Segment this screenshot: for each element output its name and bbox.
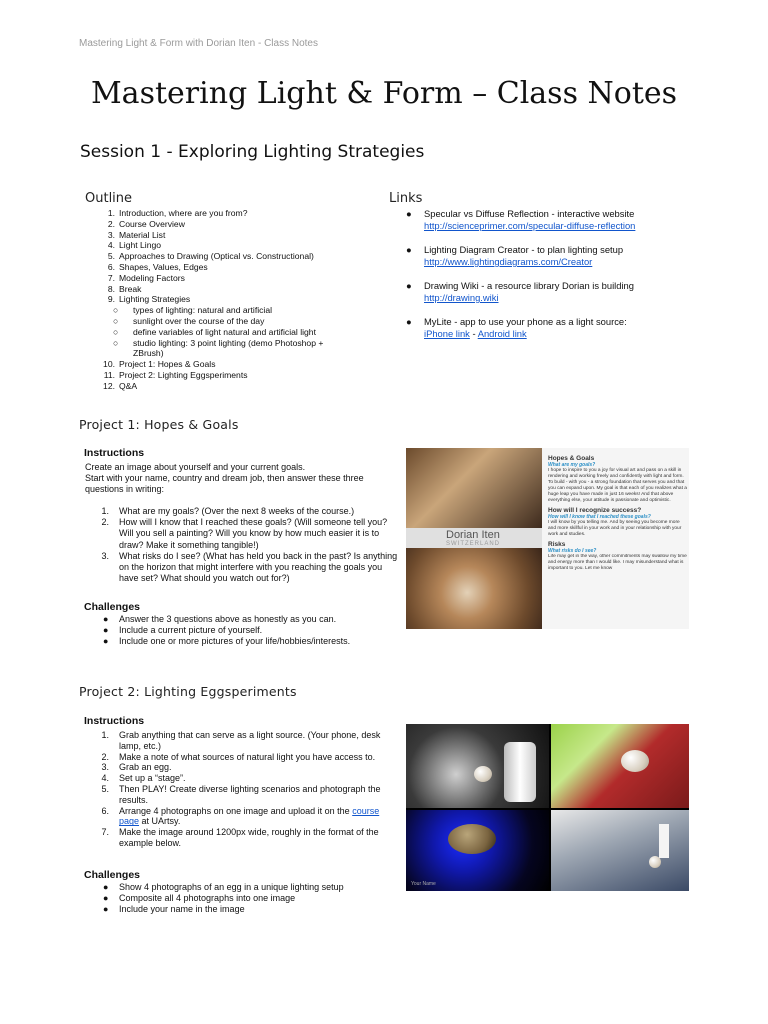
list-item: ● Lighting Diagram Creator - to plan lighting setup http://www.lightingdiagrams.com/Creator <box>406 244 624 267</box>
artist-photo <box>406 448 542 528</box>
list-item: 5. Approaches to Drawing (Optical vs. Constructional) <box>107 251 314 262</box>
list-item: 11. Project 2: Lighting Eggsperiments <box>103 369 248 380</box>
header-note: Mastering Light & Form with Dorian Iten - Class Notes <box>79 38 318 49</box>
session-title: Session 1 - Exploring Lighting Strategies <box>80 142 425 162</box>
egg-photo-1 <box>406 724 549 808</box>
list-item: ● Include one or more pictures of your life/hobbies/interests. <box>103 636 351 647</box>
list-item: 7. Make the image around 1200px wide, roughly in the format of the example below. <box>101 827 379 848</box>
list-item: ● Show 4 photographs of an egg in a unique lighting setup <box>103 882 344 892</box>
egg-photo-4 <box>551 810 689 891</box>
list-item: 3. Grab an egg. <box>101 762 172 773</box>
project1-challenges-heading: Challenges <box>84 601 141 613</box>
project1-challenges <box>85 614 405 648</box>
list-item: 7. Modeling Factors <box>107 272 185 283</box>
project1-heading: Project 1: Hopes & Goals <box>79 417 239 432</box>
list-item: ● Specular vs Diffuse Reflection - interactive website http://scienceprimer.com/specular-diffuse-reflection <box>406 208 636 231</box>
list-item: 8. Break <box>107 283 142 294</box>
list-item: 4. Light Lingo <box>107 240 162 251</box>
links-list <box>406 208 706 352</box>
links-heading: Links <box>389 191 423 206</box>
list-item: 10. Project 1: Hopes & Goals <box>103 359 216 370</box>
list-item: 5. Then PLAY! Create diverse lighting scenarios and photograph the results. <box>101 783 381 805</box>
lightingdiagrams-link[interactable]: http://www.lightingdiagrams.com/Creator <box>424 256 593 267</box>
project2-example-image <box>406 724 689 891</box>
list-item: 12. Q&A <box>103 380 138 391</box>
project2-instructions-heading: Instructions <box>84 715 145 727</box>
sub-list-item: ○ sunlight over the course of the day <box>113 315 265 326</box>
example-country: SWITZERLAND <box>446 541 501 547</box>
project1-example-image <box>406 448 689 629</box>
list-item: 1. Introduction, where are you from? <box>107 208 248 218</box>
list-item: ● Composite all 4 photographs into one image <box>103 893 296 904</box>
project2-challenges-heading: Challenges <box>84 869 141 881</box>
list-item: 2. Course Overview <box>107 218 185 229</box>
project2-steps <box>85 730 400 849</box>
sub-list-item: ○ define variables of light natural and artificial light <box>113 326 316 337</box>
list-item: 2. Make a note of what sources of natural light you have access to. <box>101 751 376 762</box>
egg-photo-2 <box>551 724 689 808</box>
outline-list <box>101 208 386 392</box>
list-item: ● MyLite - app to use your phone as a light source: iPhone link - Android link <box>406 316 627 339</box>
list-item: 3. What risks do I see? (What has held you back in the past? Is anything on the horizon that might interfere with you reaching the goals you have set? What should you watch out for?) <box>101 550 398 584</box>
list-item: 6. Arrange 4 photographs on one image and upload it on the course page at UArtsy. <box>101 805 380 827</box>
page-title: Mastering Light & Form – Class Notes <box>90 76 678 111</box>
list-item: 6. Shapes, Values, Edges <box>107 261 208 272</box>
food-photo <box>406 548 542 629</box>
project1-instructions-heading: Instructions <box>84 447 145 459</box>
android-link[interactable]: Android link <box>477 328 527 339</box>
list-item: ● Answer the 3 questions above as honestly as you can. <box>103 614 337 624</box>
list-item: ● Drawing Wiki - a resource library Dorian is building http://drawing.wiki <box>406 280 634 303</box>
image-caption: Your Name <box>411 881 436 887</box>
drawing-wiki-link[interactable]: http://drawing.wiki <box>424 292 499 303</box>
sub-list-item: ○ studio lighting: 3 point lighting (demo Photoshop + ZBrush) <box>113 337 324 359</box>
list-item: ● Include a current picture of yourself. <box>103 625 263 636</box>
project2-challenges <box>85 882 405 916</box>
list-item: 2. How will I know that I reached these goals? (Will someone tell you? Will you sell a painting? Will you know by how much easier it is to draw? Make it something tangible!) <box>101 517 388 550</box>
list-item: 1. What are my goals? (Over the next 8 weeks of the course.) <box>101 506 355 516</box>
sub-list-item: ○ types of lighting: natural and artificial <box>113 305 273 316</box>
list-item: 3. Material List <box>107 229 166 240</box>
list-item: 1. Grab anything that can serve as a light source. (Your phone, desk lamp, etc.) <box>101 730 381 751</box>
list-item: 4. Set up a “stage”. <box>101 773 186 784</box>
project1-steps <box>85 506 400 584</box>
project1-intro: Create an image about yourself and your current goals. Start with your name, country and dream job, then answer these three questions in writing: <box>85 462 364 495</box>
list-item: ● Include your name in the image <box>103 904 245 915</box>
course-page-link[interactable]: course page <box>119 805 380 827</box>
iphone-link[interactable]: iPhone link <box>424 328 470 339</box>
project2-heading: Project 2: Lighting Eggsperiments <box>79 684 297 699</box>
list-item: 9. Lighting Strategies <box>107 294 191 305</box>
example-text-pane: Hopes & Goals What are my goals? I hope to inspire to you a joy for visual art and pass on a skill in rendering and working freely and confidently with light and form. To build - with you - a strong foundation that serves you and that you can expand upon. My goal is that each of you realizes what a huge leap you have made in just 16 weeks! And that above everything else, your attitude is passionate and optimistic. How will I recognize success? How will I know that I reached these goals? I will know by you telling me. And by seeing you become more and more skillful in your work and in your relationship with your work and studies. Risks What risks do I see? Life may get in the way, other commitments may swallow my time and energy more than I would like. I may misunderstand what is important to you. Let me know <box>548 455 687 571</box>
scienceprimer-link[interactable]: http://scienceprimer.com/specular-diffuse-reflection <box>424 220 636 231</box>
egg-photo-3 <box>406 810 549 891</box>
example-name: Dorian Iten <box>446 529 500 541</box>
outline-heading: Outline <box>85 191 133 206</box>
